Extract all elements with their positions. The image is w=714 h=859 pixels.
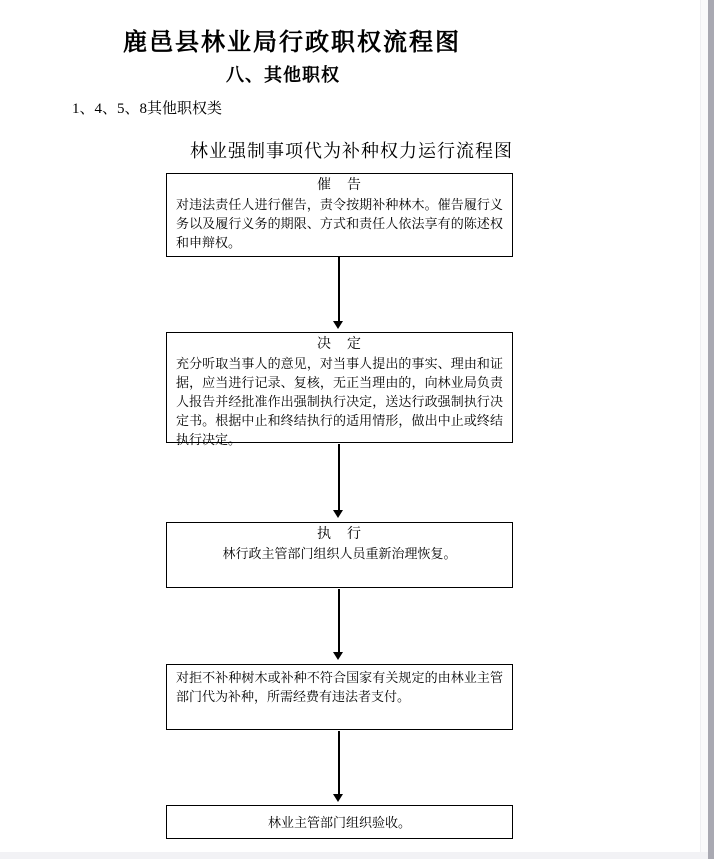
page-title: 鹿邑县林业局行政职权流程图 xyxy=(123,30,461,56)
flow-step-notice-box xyxy=(166,173,513,257)
flow-step-decision-box xyxy=(166,332,513,447)
flowchart-title: 林业强制事项代为补种权力运行流程图 xyxy=(190,141,513,161)
flow-step-execution-body: 林行政主管部门组织人员重新治理恢复。 xyxy=(222,546,457,561)
arrow-stem xyxy=(338,257,340,322)
arrow-down-icon xyxy=(333,321,343,329)
flow-arrow-3 xyxy=(333,589,344,660)
flow-step-replant-box xyxy=(166,664,513,730)
arrow-down-icon xyxy=(333,652,343,660)
window-bottom-edge xyxy=(0,852,708,859)
flow-arrow-1 xyxy=(333,257,344,329)
section-heading: 八、其他职权 xyxy=(226,65,340,85)
arrow-down-icon xyxy=(333,510,343,518)
flow-step-execution-box xyxy=(166,522,513,588)
flow-step-decision-body: 充分听取当事人的意见，对当事人提出的事实、理由和证据，应当进行记录、复核，无正当理由的，向林业局负责人报告并经批准作出强制执行决定，送达行政强制执行决定书。根据中止和终结执行的适用情形，做出中止或终结执行决定。 xyxy=(176,356,503,447)
flow-step-replant-body: 对拒不补种树木或补种不符合国家有关规定的由林业主管部门代为补种，所需经费有违法者支付。 xyxy=(176,670,503,704)
arrow-stem xyxy=(338,731,340,795)
flow-arrow-4 xyxy=(333,731,344,802)
flow-step-acceptance-box xyxy=(166,805,513,839)
arrow-down-icon xyxy=(333,794,343,802)
flow-step-execution-header: 执 行 xyxy=(317,527,362,542)
flow-arrow-2 xyxy=(333,444,344,518)
flow-step-notice-body: 对违法责任人进行催告，责令按期补种林木。催告履行义务以及履行义务的期限、方式和责任人依法享有的陈述权和申辩权。 xyxy=(176,197,503,250)
flow-step-notice-header: 催 告 xyxy=(317,178,362,193)
arrow-stem xyxy=(338,589,340,653)
flow-step-decision-header: 决 定 xyxy=(317,337,362,352)
arrow-stem xyxy=(338,444,340,511)
category-label: 1、4、5、8其他职权类 xyxy=(72,101,223,117)
flow-step-acceptance-body: 林业主管部门组织验收。 xyxy=(267,814,411,830)
window-right-edge xyxy=(708,0,714,859)
